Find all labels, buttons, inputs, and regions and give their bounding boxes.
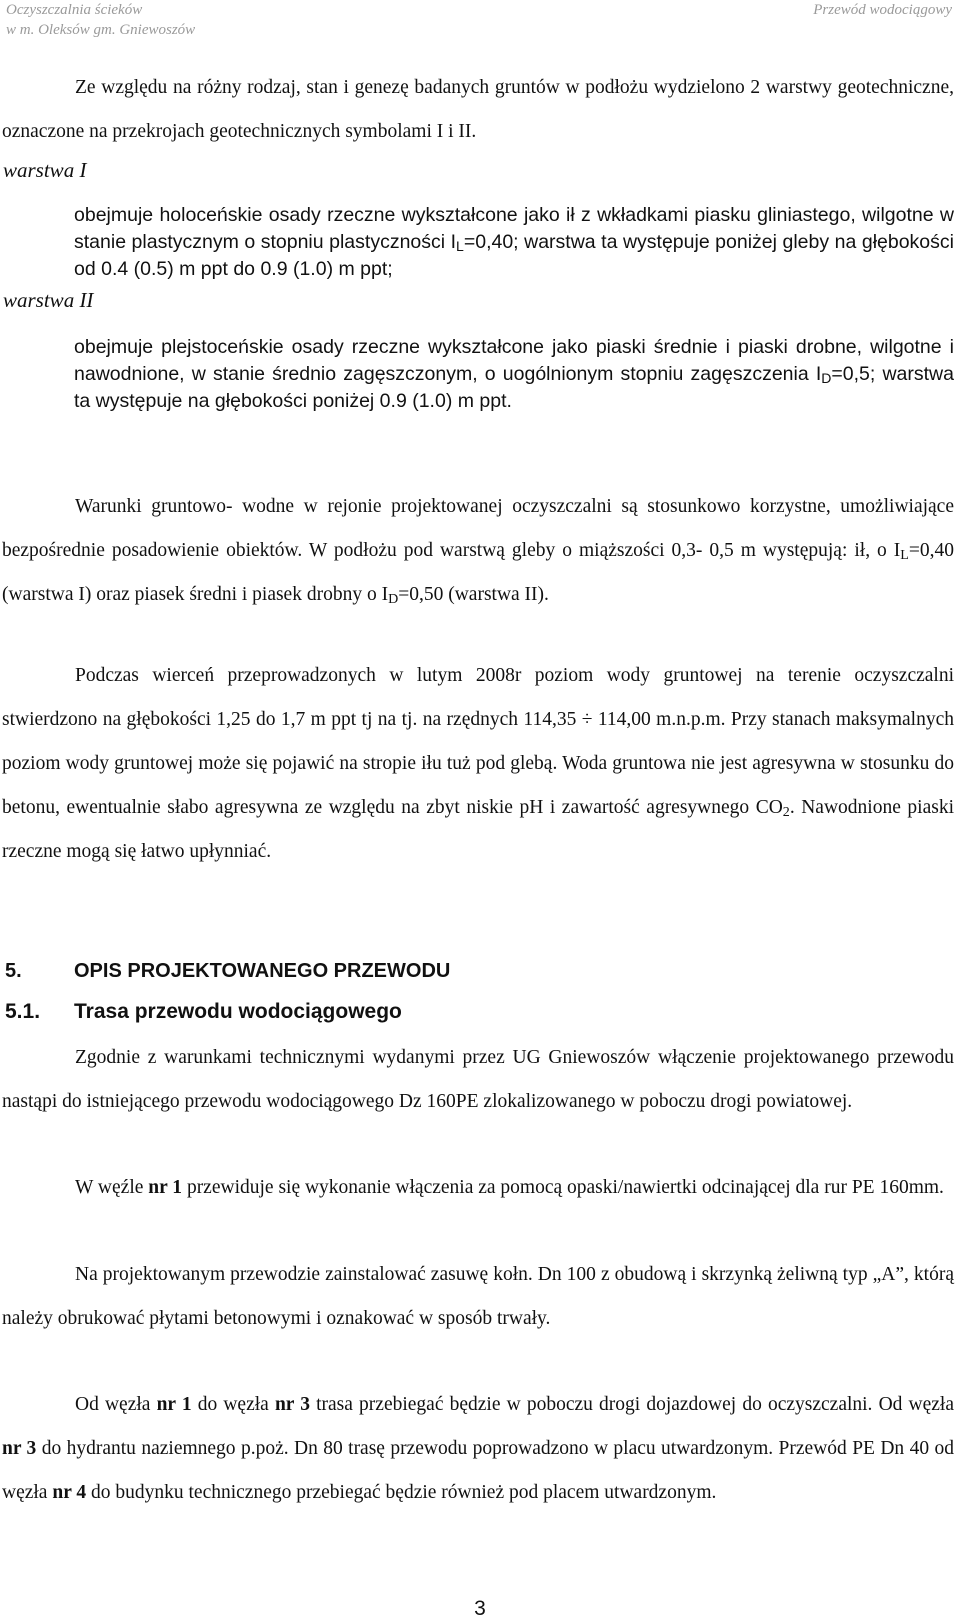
valve-paragraph: Na projektowanym przewodzie zainstalować zasuwę kołn. Dn 100 z obudową i skrzynką żeliwną typ „A”, którą należy obrukować płytami betonowymi i oznakować w sposób trwały. xyxy=(2,1264,954,1329)
node-1-text-c: przewiduje się wykonanie włączenia za pomocą opaski/nawiertki odcinającej dla rur PE 160mm. xyxy=(182,1177,944,1198)
node-1-paragraph xyxy=(2,1166,954,1210)
ground-conditions-paragraph xyxy=(2,485,954,617)
conditions-text-c: =0,50 (warstwa II). xyxy=(398,584,549,605)
route-text-c: do węzła xyxy=(191,1394,275,1415)
groundwater-text-a: Podczas wierceń przeprowadzonych w lutym 2008r poziom wody gruntowej na terenie oczyszczalni stwierdzono na głębokości 1,25 do 1,7 m ppt tj na tj. na rzędnych 114,35 ÷ 114,00 m.n.p.m. Przy stanach maksymalnych poziom wody gruntowej może się pojawić na stropie iłu tuż pod glebą. Woda gruntowa nie jest agresywna w stosunku do betonu, ewentualnie słabo agresywna ze względu na zbyt niskie pH i zawartość agresywnego CO xyxy=(2,665,954,818)
intro-paragraph: Ze względu na różny rodzaj, stan i genezę badanych gruntów w podłożu wydzielono 2 warstwy geotechniczne, oznaczone na przekrojach geotechnicznych symbolami I i II. xyxy=(2,77,954,142)
layer-1-subscript: L xyxy=(456,237,464,254)
route-node-1: nr 1 xyxy=(156,1394,192,1415)
route-node-3-again: nr 3 xyxy=(2,1438,37,1459)
page-number: 3 xyxy=(474,1597,486,1620)
groundwater-paragraph xyxy=(2,654,954,874)
layer-1-label: warstwa I xyxy=(3,158,87,182)
route-node-4: nr 4 xyxy=(52,1482,87,1503)
header-document-title: Przewód wodociągowy xyxy=(813,2,952,18)
header-project-title: Oczyszczalnia ścieków xyxy=(6,2,143,18)
layer-1-text-a: obejmuje holoceńskie osady rzeczne wykształcone jako ił z wkładkami piasku gliniastego, wilgotne w stanie plastycznym o stopniu plastyczności I xyxy=(74,204,954,253)
route-text-e: do hydrantu naziemnego p.poż. Dn 80 trasę przewodu poprowadzono w placu utwardzonym. Przewód PE Dn 40 od węzła xyxy=(2,1438,954,1503)
layer-2-subscript: D xyxy=(821,369,832,386)
header-left xyxy=(6,0,195,40)
header-project-location: w m. Oleksów gm. Gniewoszów xyxy=(6,22,196,38)
conditions-text-b: =0,40 (warstwa I) oraz piasek średni i piasek drobny o I xyxy=(2,540,954,605)
route-paragraph xyxy=(2,1383,954,1515)
route-text-a: Od węzła xyxy=(75,1394,157,1415)
layer-2-label: warstwa II xyxy=(3,288,94,312)
node-1-text-a: W węźle xyxy=(75,1177,149,1198)
groundwater-subscript: 2 xyxy=(782,803,790,820)
section-5-number: 5. xyxy=(5,960,22,982)
conditions-text-a: Warunki gruntowo- wodne w rejonie projektowanej oczyszczalni są stosunkowo korzystne, umożliwiające bezpośrednie posadowienie obiektów. W podłożu pod warstwą gleby o miąższości 0,3- 0,5 m występują: ił, o I xyxy=(2,496,954,561)
section-5-title: OPIS PROJEKTOWANEGO PRZEWODU xyxy=(74,960,451,982)
node-1-label: nr 1 xyxy=(148,1177,183,1198)
layer-2-text-a: obejmuje plejstoceńskie osady rzeczne wykształcone jako piaski średnie i piaski drobne, wilgotne i nawodnione, w stanie średnio zagęszczonym, o uogólnionym stopniu zagęszczenia I xyxy=(74,336,954,385)
conditions-subscript-2: D xyxy=(388,590,399,607)
layer-2-description xyxy=(74,334,954,415)
route-node-3: nr 3 xyxy=(274,1394,310,1415)
route-text-f: do budynku technicznego przebiegać będzie również pod placem utwardzonym. xyxy=(86,1482,717,1503)
groundwater-text-b: . Nawodnione piaski rzeczne mogą się łatwo upłynniać. xyxy=(2,797,954,862)
page-header xyxy=(6,0,952,42)
section-5-1-number: 5.1. xyxy=(5,1000,41,1023)
layer-1-text-b: =0,40; warstwa ta występuje poniżej gleby na głębokości od 0.4 (0.5) m ppt do 0.9 (1.0) m ppt; xyxy=(74,231,954,280)
connection-paragraph: Zgodnie z warunkami technicznymi wydanymi przez UG Gniewoszów włączenie projektowanego przewodu nastąpi do istniejącego przewodu wodociągowego Dz 160PE zlokalizowanego w poboczu drogi powiatowej. xyxy=(2,1047,954,1112)
conditions-subscript-1: L xyxy=(900,546,909,563)
section-5-1-title: Trasa przewodu wodociągowego xyxy=(74,1000,402,1023)
layer-1-description xyxy=(74,202,954,283)
route-text-d: trasa przebiegać będzie w poboczu drogi dojazdowej do oczyszczalni. Od węzła xyxy=(309,1394,954,1415)
layer-2-text-b: =0,5; warstwa ta występuje na głębokości poniżej 0.9 (1.0) m ppt. xyxy=(74,363,954,412)
